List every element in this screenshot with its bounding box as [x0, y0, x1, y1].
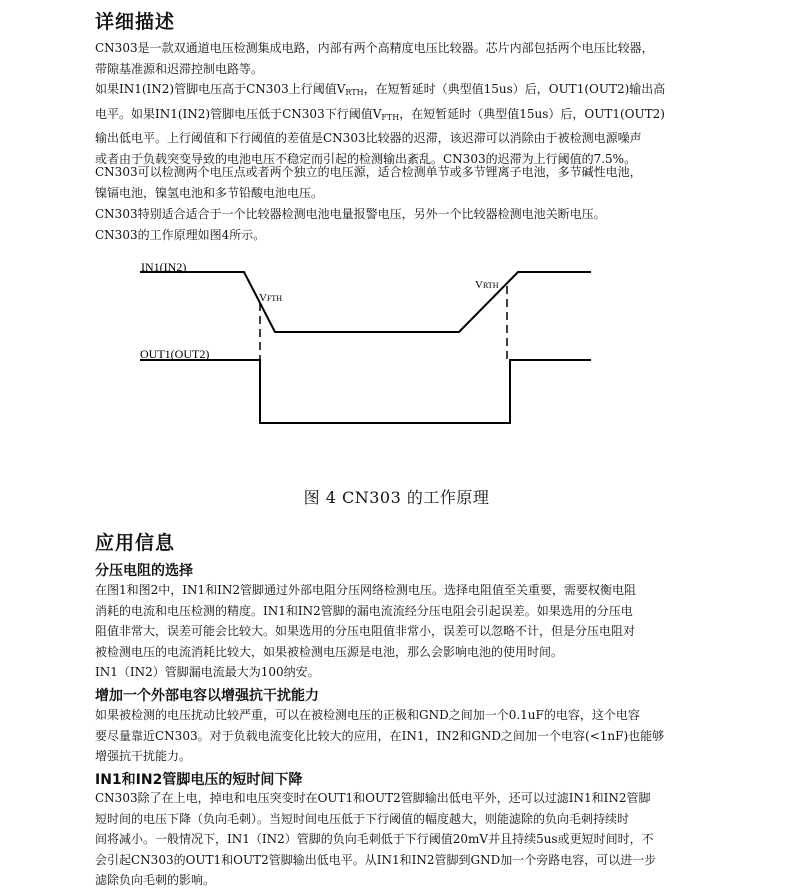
- text-line: 或者由于负载突变导致的电池电压不稳定而引起的检测输出紊乱。CN303的迟滞为上行阈值的7.5%。: [95, 151, 637, 166]
- paragraph-divider-resistor: [95, 580, 725, 683]
- paragraph-capacitor: [95, 705, 725, 767]
- subsection-title-divider: 分压电阻的选择: [95, 563, 193, 579]
- text-line: CN303除了在上电，掉电和电压突变时在OUT1和OUT2管脚输出低电平外，还可以过滤IN1和IN2管脚: [95, 791, 651, 805]
- text-line: 短时间的电压下降（负向毛刺）。当短时间电压低于下行阈值的幅度越大，则能滤除的负向毛刺持续时: [95, 811, 630, 826]
- subsection-title-short-drop: IN1和IN2管脚电压的短时间下降: [95, 772, 303, 788]
- paragraph-intro: [95, 38, 725, 79]
- text-line: 镍镉电池，镍氢电池和多节铅酸电池电压。: [95, 185, 324, 200]
- text-line: 输出低电平。上行阈值和下行阈值的差值是CN303比较器的迟滞，该迟滞可以消除由于被检测电源噪声: [95, 131, 642, 146]
- text-line: CN303是一款双通道电压检测集成电路，内部有两个高精度电压比较器。芯片内部包括两个电压比较器，: [95, 41, 654, 55]
- text-line: IN1（IN2）管脚漏电流最大为100纳安。: [95, 665, 320, 680]
- text-line: CN303特别适合适合于一个比较器检测电池电量报警电压，另外一个比较器检测电池关断电压。: [95, 207, 606, 221]
- out-signal-label: OUT1(OUT2): [140, 347, 210, 361]
- text-line: 间将减小。一般情况下，IN1（IN2）管脚的负向毛刺低于下行阈值20mV并且持续5us或更短时间时，不: [95, 832, 654, 847]
- text-line: 在图1和图2中，IN1和IN2管脚通过外部电阻分压网络检测电压。选择电阻值至关重要，需要权衡电阻: [95, 583, 637, 597]
- vrth-label: VRTH: [475, 279, 499, 291]
- section-title-description: 详细描述: [95, 11, 176, 33]
- text-line: 阻值非常大，误差可能会比较大。如果选用的分压电阻值非常小，误差可以忽略不计，但是分压电阻对: [95, 624, 636, 639]
- paragraph-alarm: [95, 204, 725, 225]
- paragraph-short-drop: [95, 788, 725, 891]
- paragraph-applications: [95, 162, 725, 203]
- text-line: CN303的工作原理如图4所示。: [95, 228, 266, 242]
- paragraph-thresholds: [95, 79, 725, 169]
- text-line: 被检测电压的电流消耗比较大，如果被检测电压源是电池，那么会影响电池的使用时间。: [95, 644, 564, 659]
- section-title-application: 应用信息: [95, 532, 176, 554]
- in-waveform: [140, 272, 591, 332]
- text-line: 消耗的电流和电压检测的精度。IN1和IN2管脚的漏电流流经分压电阻会引起误差。如果选用的分压电: [95, 603, 633, 618]
- text-line: 滤除负向毛刺的影响。: [95, 873, 216, 888]
- text-line: 电平。如果IN1(IN2)管脚电压低于CN303下行阈值$V_{FTH}$，在短暂延时（典型值15us）后，OUT1(OUT2): [95, 106, 665, 122]
- in-signal-label: IN1(IN2): [141, 260, 187, 274]
- text-line: 如果IN1(IN2)管脚电压高于CN303上行阈值$V_{RTH}$，在短暂延时（典型值15us）后，OUT1(OUT2)输出高: [95, 82, 666, 97]
- subsection-title-capacitor: 增加一个外部电容以增强抗干扰能力: [95, 688, 319, 704]
- paragraph-figure-ref: [95, 225, 725, 246]
- vfth-label: VFTH: [259, 292, 283, 304]
- text-line: 如果被检测的电压扰动比较严重，可以在被检测电压的正极和GND之间加一个0.1uF的电容，这个电容: [95, 708, 640, 722]
- figure-caption: 图 4 CN303 的工作原理: [303, 488, 490, 507]
- text-line: 增强抗干扰能力。: [95, 749, 192, 764]
- timing-diagram: [120, 250, 610, 440]
- text-line: 会引起CN303的OUT1和OUT2管脚输出低电平。从IN1和IN2管脚到GND加一个旁路电容，可以进一步: [95, 852, 657, 867]
- text-line: 要尽量靠近CN303。对于负载电流变化比较大的应用，在IN1，IN2和GND之间加一个电容(<1nF)也能够: [95, 728, 665, 743]
- text-line: 带隙基准源和迟滞控制电路等。: [95, 61, 264, 76]
- text-line: CN303可以检测两个电压点或者两个独立的电压源，适合检测单节或多节锂离子电池，多节碱性电池，: [95, 165, 642, 179]
- out-waveform: [140, 360, 591, 423]
